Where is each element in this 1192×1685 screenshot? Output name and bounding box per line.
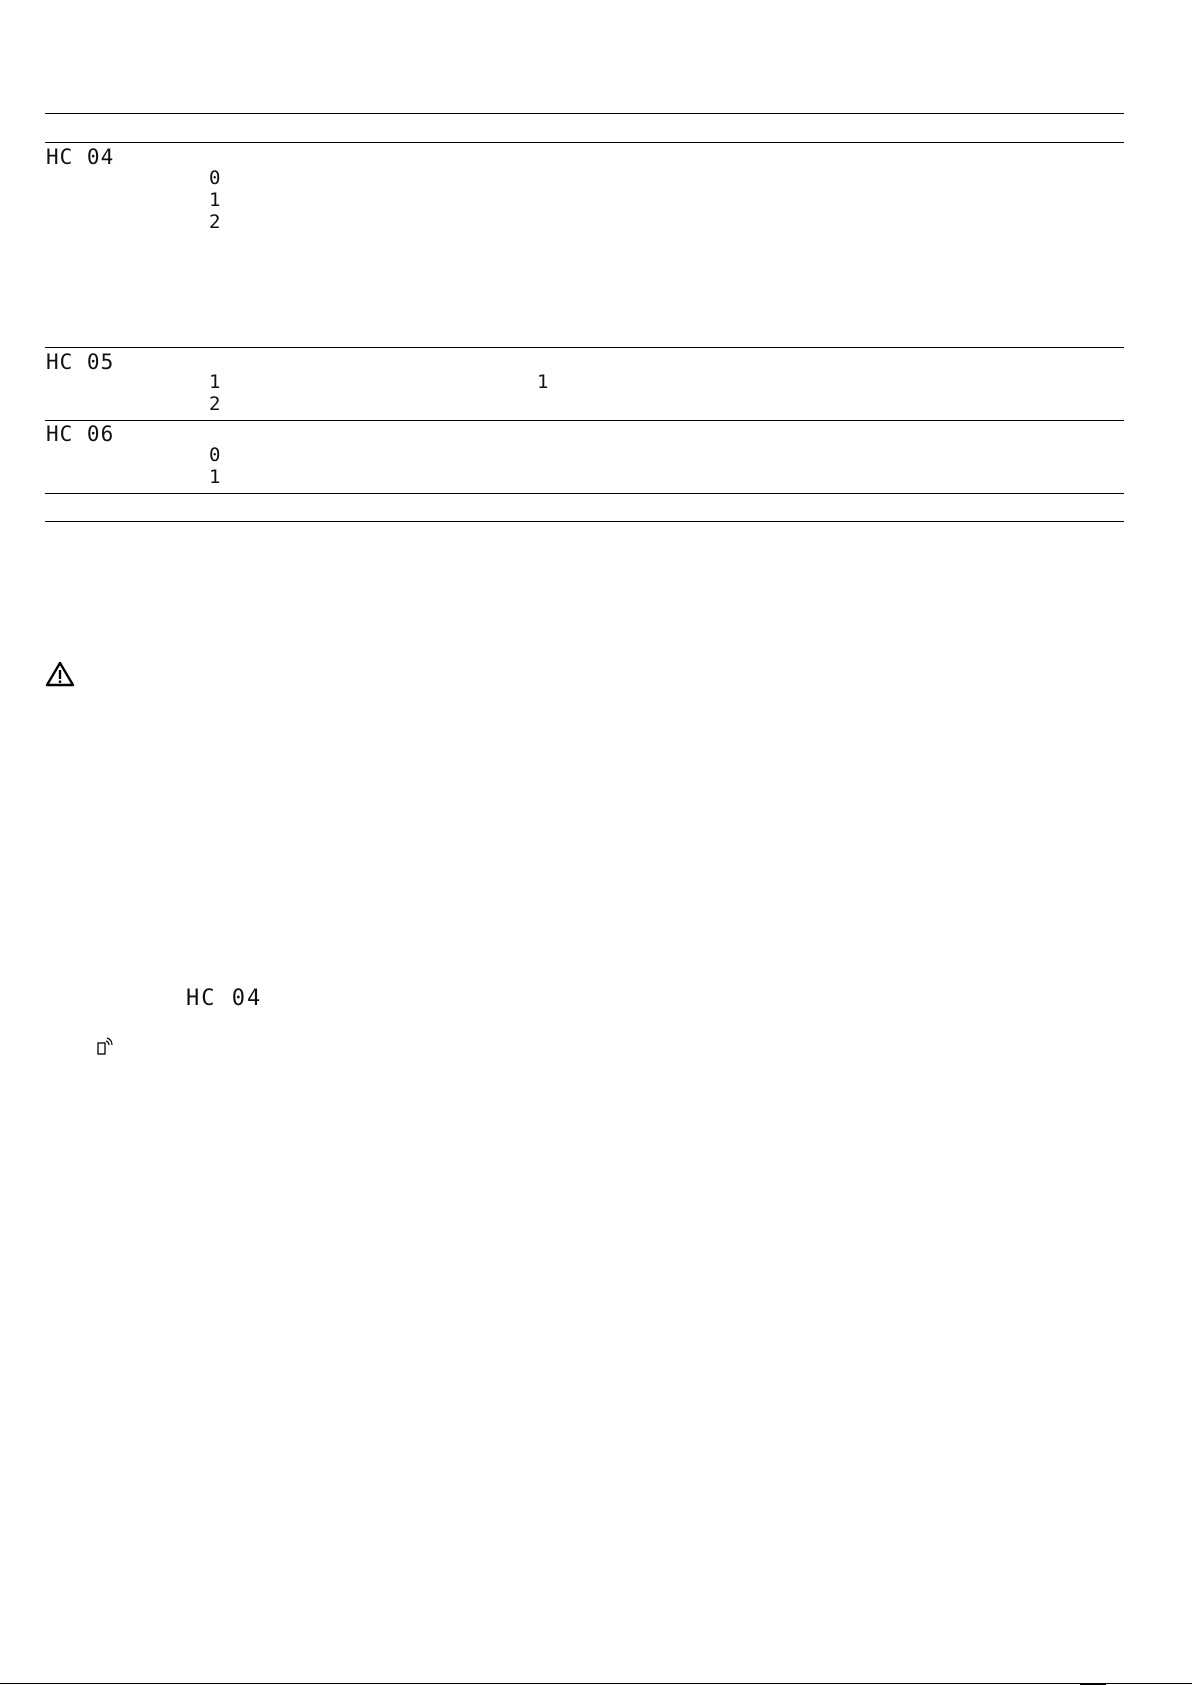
row-divider — [45, 420, 1124, 421]
setting-value: 0 — [209, 444, 221, 466]
setting-value: 1 — [209, 371, 221, 393]
instruction-code: HC 04 — [186, 986, 263, 1011]
setting-code: HC 05 — [46, 350, 115, 374]
table-bottom-rule — [45, 521, 1124, 522]
setting-value: 2 — [209, 393, 221, 415]
setting-value: 0 — [209, 167, 221, 189]
setting-code: HC 04 — [46, 145, 115, 169]
row-divider — [45, 347, 1124, 348]
setting-value: 1 — [209, 466, 221, 488]
setting-value: 2 — [209, 211, 221, 233]
table-top-rule — [45, 113, 1124, 114]
footer-rule — [0, 1683, 1192, 1684]
table-header-rule — [45, 142, 1124, 143]
row-divider — [45, 493, 1124, 494]
setting-value-inline: 1 — [537, 371, 549, 393]
remote-start-icon — [97, 1036, 115, 1056]
warning-triangle-icon — [45, 661, 75, 687]
setting-value: 1 — [209, 189, 221, 211]
setting-code: HC 06 — [46, 422, 115, 446]
